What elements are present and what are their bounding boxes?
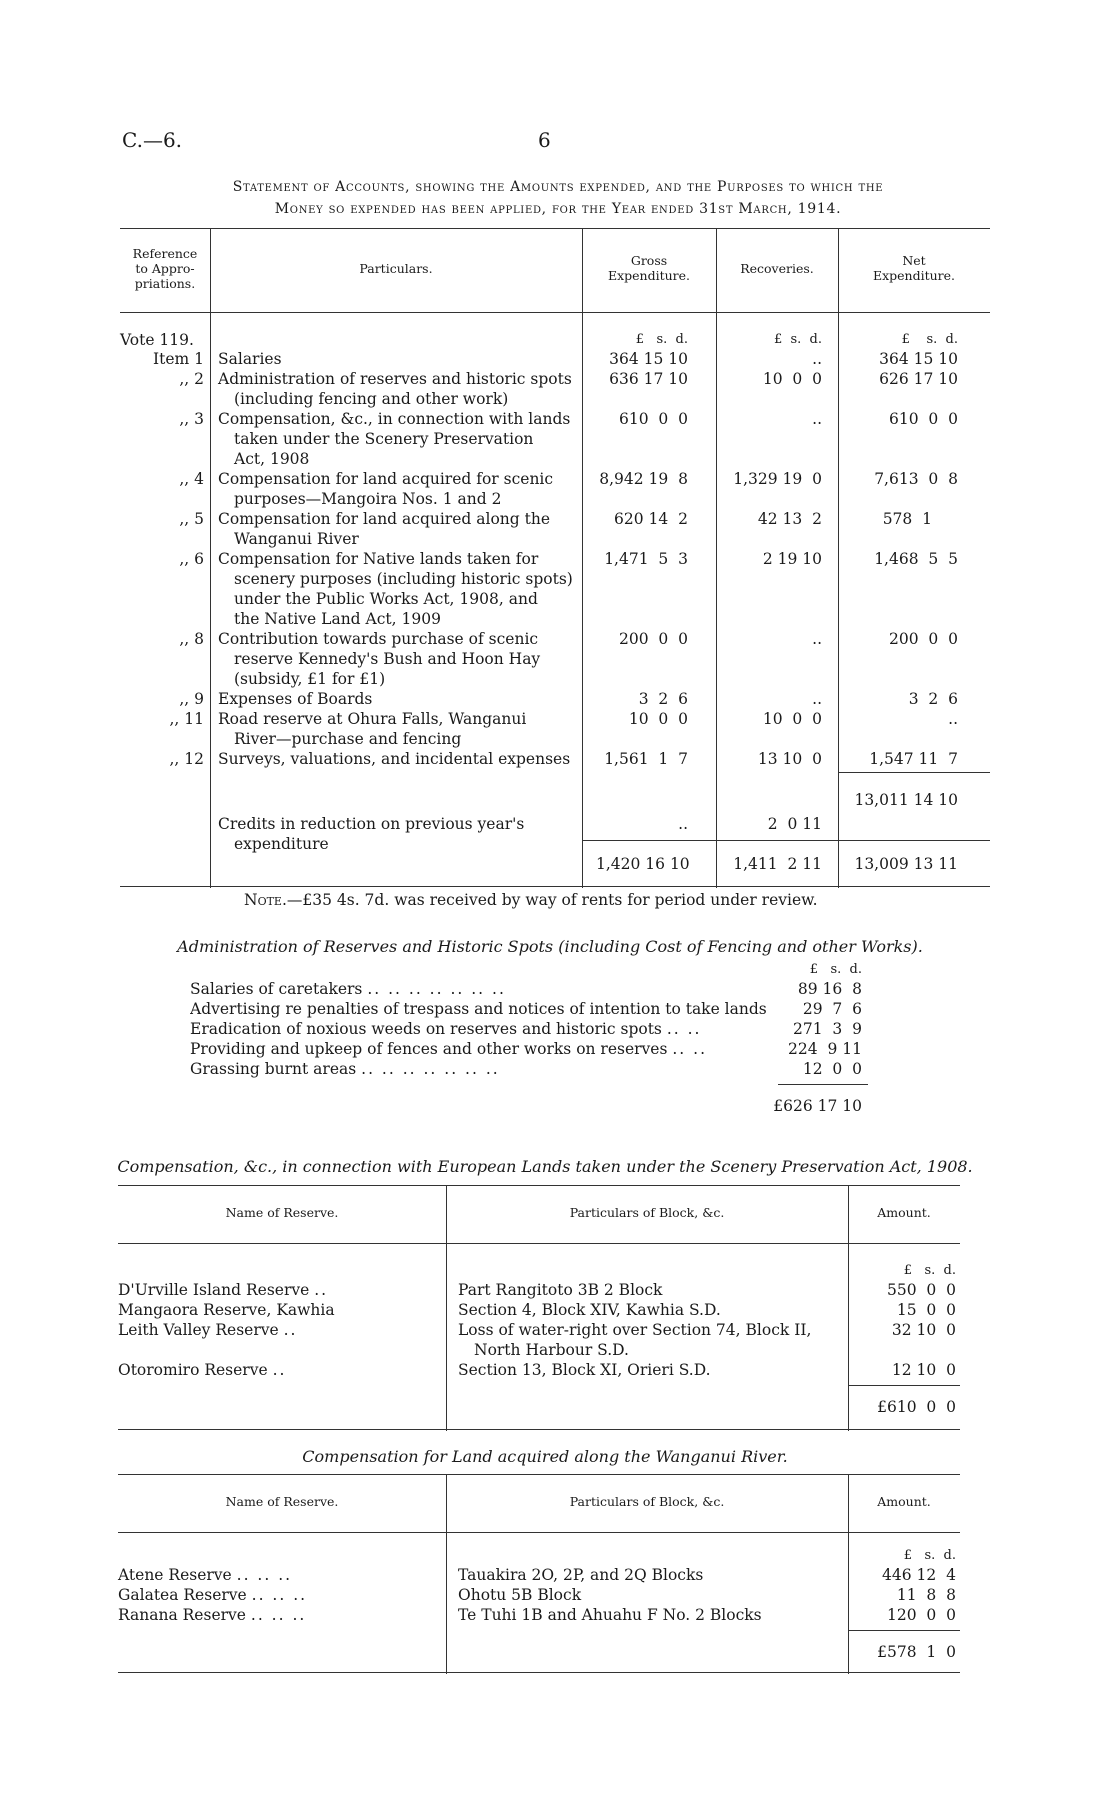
item-ref: Item 1 <box>152 350 204 368</box>
block-particulars: Ohotu 5B Block <box>458 1586 582 1604</box>
gross-lsd: £ s. d. <box>635 332 688 347</box>
admin-total: £626 17 10 <box>773 1097 862 1115</box>
col-header-amount: Amount. <box>877 1494 931 1509</box>
block-particulars: Tauakira 2O, 2P, and 2Q Blocks <box>458 1566 704 1584</box>
amount-lsd: £ s. d. <box>903 1263 956 1278</box>
col-header-block: Particulars of Block, &c. <box>569 1494 725 1509</box>
item-ref: ,, 4 <box>179 470 204 488</box>
total-recoveries: 1,411 2 11 <box>733 855 822 873</box>
reserve-name: D'Urville Island Reserve <box>118 1281 310 1299</box>
item-net: 626 17 10 <box>879 370 958 388</box>
caption-line-2: Money so expended has been applied, for the Year ended 31st March, 1914. <box>274 201 842 217</box>
amount-lsd: £ s. d. <box>903 1548 956 1563</box>
item-net: 7,613 0 8 <box>874 470 958 488</box>
note-text: —£35 4s. 7d. was received by way of rents for period under review. <box>286 891 818 909</box>
item-recoveries: .. <box>812 350 822 368</box>
item-net: 200 0 0 <box>888 630 958 648</box>
block-particulars: Section 4, Block XIV, Kawhia S.D. <box>458 1301 721 1319</box>
item-recoveries: 1,329 19 0 <box>733 470 822 488</box>
item-ref: ,, 9 <box>179 690 204 708</box>
item-particulars: Administration of reserves and historic spots (including fencing and other work) <box>218 370 572 408</box>
item-recoveries: .. <box>812 410 822 428</box>
block-particulars: Section 13, Block XI, Orieri S.D. <box>458 1361 711 1379</box>
item-particulars: Compensation, &c., in connection with lands taken under the Scenery Preservation Act, 1908 <box>218 410 571 468</box>
item-gross: 3 2 6 <box>638 690 688 708</box>
reserve-amount: 446 12 4 <box>882 1566 956 1584</box>
item-recoveries: 13 10 0 <box>757 750 822 768</box>
item-gross: 10 0 0 <box>628 710 688 728</box>
reserve-amount: 550 0 0 <box>886 1281 956 1299</box>
col-header-gross: Gross Expenditure. <box>607 253 691 283</box>
credits-gross: .. <box>678 815 688 833</box>
admin-row-amount: 29 7 6 <box>802 1000 862 1018</box>
reserve-name: Leith Valley Reserve <box>118 1321 279 1339</box>
note <box>244 891 818 909</box>
item-particulars: Compensation for land acquired along the Wanganui River <box>218 510 550 548</box>
recoveries-lsd: £ s. d. <box>773 332 822 347</box>
item-recoveries: 10 0 0 <box>762 370 822 388</box>
item-recoveries: 10 0 0 <box>762 710 822 728</box>
admin-row-amount: 224 9 11 <box>788 1040 862 1058</box>
item-recoveries: .. <box>812 690 822 708</box>
wanganui-total: £578 1 0 <box>877 1643 956 1661</box>
item-recoveries: 42 13 2 <box>757 510 822 528</box>
item-net: 610 0 0 <box>888 410 958 428</box>
admin-title: Administration of Reserves and Historic Spots (including Cost of Fencing and other Works). <box>177 937 923 956</box>
admin-row-label: Grassing burnt areas <box>190 1060 357 1078</box>
col-header-particulars: Particulars. <box>359 261 433 276</box>
item-particulars: Salaries <box>218 350 282 368</box>
item-particulars: Road reserve at Ohura Falls, Wanganui River—purchase and fencing <box>218 710 527 748</box>
col-header-block: Particulars of Block, &c. <box>569 1205 725 1220</box>
col-header-amount: Amount. <box>877 1205 931 1220</box>
item-gross: 620 14 2 <box>614 510 688 528</box>
page-number: 6 <box>538 128 551 152</box>
net-lsd: £ s. d. <box>901 332 958 347</box>
reserve-amount: 120 0 0 <box>886 1606 956 1624</box>
item-gross: 636 17 10 <box>609 370 688 388</box>
admin-row-label: Providing and upkeep of fences and other works on reserves <box>190 1040 668 1058</box>
total-gross: 1,420 16 10 <box>596 855 690 873</box>
item-gross: 1,471 5 3 <box>604 550 688 568</box>
item-net: 364 15 10 <box>879 350 958 368</box>
admin-row-amount: 12 0 0 <box>802 1060 862 1078</box>
col-header-recoveries: Recoveries. <box>740 261 814 276</box>
reserve-name: Galatea Reserve <box>118 1586 247 1604</box>
statement-caption <box>118 176 998 220</box>
item-net: 3 2 6 <box>908 690 958 708</box>
col-header-net: Net Expenditure. <box>872 253 956 283</box>
item-gross: 200 0 0 <box>618 630 688 648</box>
admin-summary: £ s. d. Salaries of caretakers .. .. .. .. .. .. .. 89 16 8 Advertising re penalties of trespass and notices of intention to take lands 29 7 6 Eradication of noxious weeds on reserves and historic spots .. .. 271 3 9 Providing and upkeep of fences and other works on reserves .. .. 224 9 11 Grassing burnt areas .. .. .. .. .. .. .. 12 0 0 £626 17 10 <box>190 960 890 1130</box>
admin-row-amount: 271 3 9 <box>792 1020 862 1038</box>
item-net: 1,468 5 5 <box>874 550 958 568</box>
block-particulars: Part Rangitoto 3B 2 Block <box>458 1281 663 1299</box>
item-ref: ,, 8 <box>179 630 204 648</box>
reserve-name: Atene Reserve <box>118 1566 232 1584</box>
item-ref: ,, 3 <box>179 410 204 428</box>
reserve-amount: 32 10 0 <box>891 1321 956 1339</box>
item-recoveries: 2 19 10 <box>762 550 822 568</box>
european-total: £610 0 0 <box>877 1398 956 1416</box>
col-header-reference: Reference to Appro- priations. <box>132 246 198 291</box>
vote-label: Vote 119. <box>120 331 194 349</box>
reserve-name: Otoromiro Reserve <box>118 1361 268 1379</box>
admin-row-label: Salaries of caretakers <box>190 980 363 998</box>
note-label: Note. <box>244 891 287 909</box>
reserve-amount: 12 10 0 <box>891 1361 956 1379</box>
item-particulars: Contribution towards purchase of scenic reserve Kennedy's Bush and Hoon Hay (subsidy, £1 for £1) <box>218 630 541 688</box>
item-gross: 610 0 0 <box>618 410 688 428</box>
item-recoveries: .. <box>812 630 822 648</box>
wanganui-table: Name of Reserve. Particulars of Block, &c. Amount. £ s. d. Atene Reserve .. .. .. Tauakira 2O, 2P, and 2Q Blocks 446 12 4 Galatea Reserve .. .. .. Ohotu 5B Block 11 8 8 Ranana Reserve .. .. .. Te Tuhi 1B and Ahuahu F No. 2 Blocks 120 0 0 £578 1 0 <box>118 1474 960 1674</box>
item-particulars: Surveys, valuations, and incidental expenses <box>218 750 571 768</box>
wanganui-title: Compensation for Land acquired along the Wanganui River. <box>302 1447 788 1466</box>
reserve-amount: 11 8 8 <box>896 1586 956 1604</box>
item-gross: 8,942 19 8 <box>599 470 688 488</box>
item-particulars: Compensation for land acquired for scenic purposes—Mangoira Nos. 1 and 2 <box>218 470 554 508</box>
european-title: Compensation, &c., in connection with European Lands taken under the Scenery Preservation Act, 1908. <box>117 1157 973 1176</box>
item-net: .. <box>948 710 958 728</box>
accounts-table <box>120 228 990 888</box>
document-code: C.—6. <box>122 128 183 152</box>
item-gross: 1,561 1 7 <box>604 750 688 768</box>
subtotal-net: 13,011 14 10 <box>854 791 958 809</box>
admin-row-label: Eradication of noxious weeds on reserves and historic spots <box>190 1020 662 1038</box>
admin-row-label: Advertising re penalties of trespass and notices of intention to take lands <box>190 1000 767 1018</box>
col-header-name: Name of Reserve. <box>225 1494 339 1509</box>
european-table: Name of Reserve. Particulars of Block, &c. Amount. £ s. d. D'Urville Island Reserve .. Part Rangitoto 3B 2 Block 550 0 0 Mangaora Reserve, Kawhia Section 4, Block XIV, Kawhia S.D. 15 0 0 Leith Valley Reserve .. Loss of water-right over Section 74, Block II, North Harbour S.D. 32 10 0 Otoromiro Reserve .. Section 13, Block XI, Orieri S.D. 12 10 0 £610 0 0 <box>118 1185 960 1431</box>
item-ref: ,, 2 <box>179 370 204 388</box>
item-ref: ,, 5 <box>179 510 204 528</box>
item-ref: ,, 11 <box>169 710 204 728</box>
item-gross: 364 15 10 <box>609 350 688 368</box>
reserve-name: Ranana Reserve <box>118 1606 246 1624</box>
caption-line-1: Statement of Accounts, showing the Amounts expended, and the Purposes to which the <box>232 179 884 195</box>
block-particulars: Te Tuhi 1B and Ahuahu F No. 2 Blocks <box>458 1606 762 1624</box>
reserve-name: Mangaora Reserve, Kawhia <box>118 1301 335 1319</box>
block-particulars: Loss of water-right over Section 74, Block II, North Harbour S.D. <box>458 1321 812 1359</box>
col-header-name: Name of Reserve. <box>225 1205 339 1220</box>
credits-particulars: Credits in reduction on previous year's expenditure <box>218 815 525 853</box>
total-net: 13,009 13 11 <box>854 855 958 873</box>
item-particulars: Expenses of Boards <box>218 690 373 708</box>
item-ref: ,, 12 <box>169 750 204 768</box>
credits-recoveries: 2 0 11 <box>767 815 822 833</box>
admin-lsd: £ s. d. <box>809 962 862 977</box>
admin-row-amount: 89 16 8 <box>797 980 862 998</box>
item-ref: ,, 6 <box>179 550 204 568</box>
item-particulars: Compensation for Native lands taken for scenery purposes (including historic spots) under the Public Works Act, 1908, and the Native Land Act, 1909 <box>218 550 573 628</box>
item-net: 1,547 11 7 <box>869 750 958 768</box>
reserve-amount: 15 0 0 <box>896 1301 956 1319</box>
item-net: 578 1 <box>882 510 932 528</box>
